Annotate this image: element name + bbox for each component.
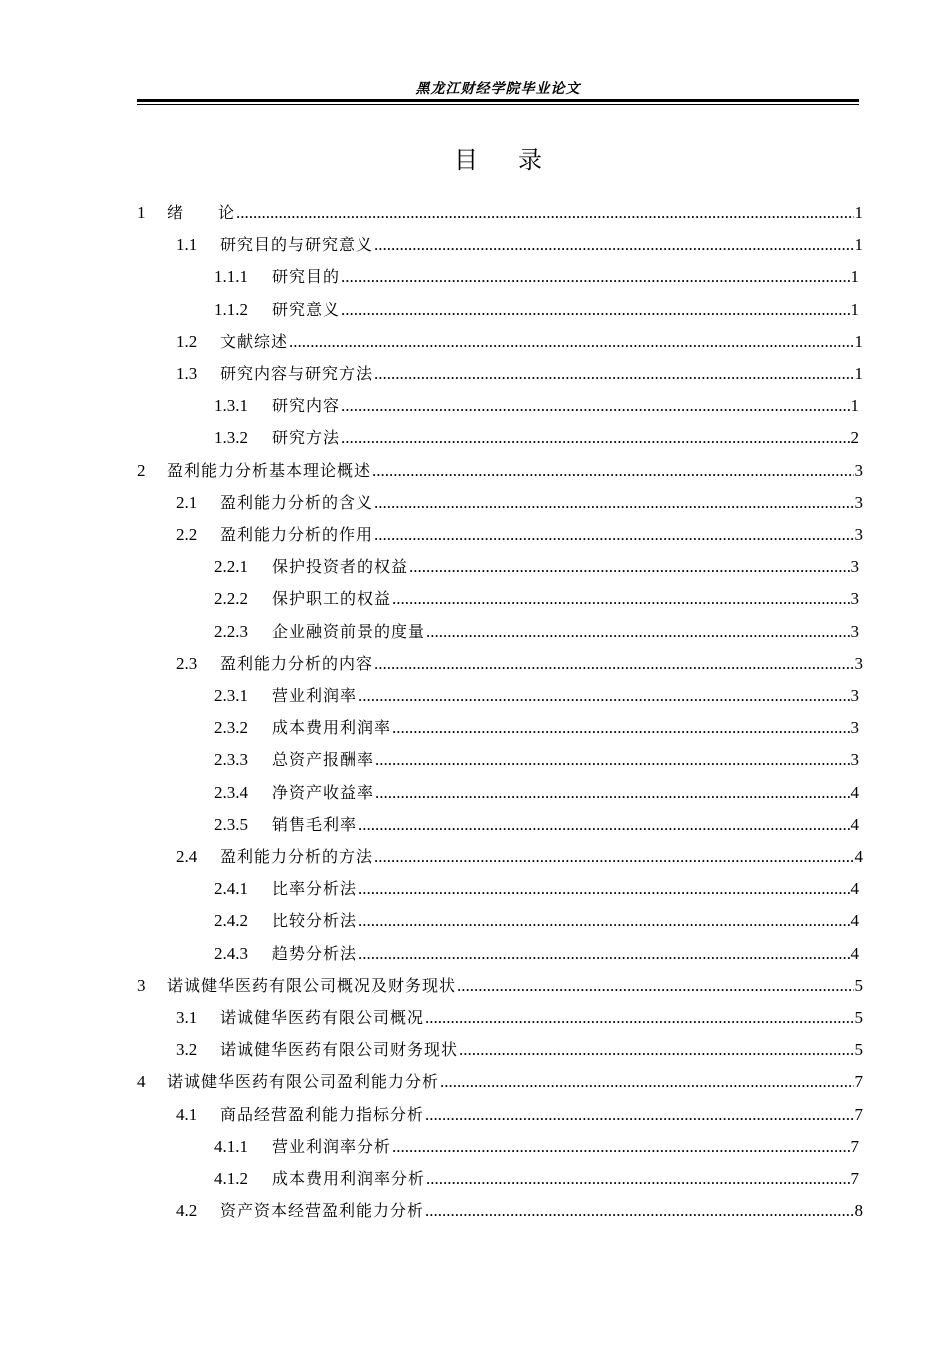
toc-entry-page: 1	[854, 203, 863, 222]
toc-entry-number: 2.4.2	[214, 911, 248, 931]
toc-entry-page: 8	[854, 1201, 863, 1221]
toc-entry-label: 诺诚健华医药有限公司盈利能力分析	[167, 1072, 440, 1092]
toc-entry-label: 趋势分析法	[272, 943, 358, 963]
toc-entry-label: 保护职工的权益	[272, 589, 392, 609]
header-rule-thick	[137, 99, 859, 102]
toc-entry-page: 7	[850, 1136, 859, 1156]
toc-leader-dots	[374, 358, 853, 390]
toc-entry-page: 7	[854, 1104, 863, 1124]
toc-entry-number: 2.3.2	[214, 718, 248, 738]
toc-entry-page: 3	[850, 718, 859, 738]
toc-entry-page: 4	[854, 847, 863, 866]
toc-entry-number: 2.4	[176, 847, 198, 866]
toc-leader-dots	[358, 905, 849, 937]
toc-entry[interactable]	[176, 1099, 863, 1131]
toc-entry-page: 5	[854, 1008, 863, 1027]
toc-entry-label: 文献综述	[220, 331, 289, 351]
toc-leader-dots	[358, 938, 849, 970]
toc-leader-dots	[374, 841, 853, 873]
toc-entry[interactable]	[214, 551, 859, 583]
toc-entry-number: 2.3.4	[214, 782, 248, 802]
toc-entry-number: 3.2	[176, 1040, 198, 1060]
toc-leader-dots	[341, 294, 849, 326]
toc-entry[interactable]	[214, 873, 859, 905]
toc-entry[interactable]	[214, 422, 859, 454]
toc-entry-number: 2.4.3	[214, 943, 248, 963]
toc-entry-page: 7	[850, 1169, 859, 1188]
toc-entry-page: 3	[850, 557, 859, 577]
toc-entry-page: 1	[850, 396, 859, 416]
toc-entry-label: 诺诚健华医药有限公司概况	[220, 1008, 425, 1027]
toc-entry-label: 成本费用利润率分析	[272, 1169, 426, 1188]
toc-entry-page: 1	[854, 331, 863, 351]
toc-entry-number: 2.3.5	[214, 814, 248, 834]
toc-entry-page: 3	[850, 589, 859, 609]
toc-leader-dots	[375, 744, 849, 776]
toc-entry[interactable]	[214, 616, 859, 648]
toc-entry-label: 研究目的	[272, 267, 341, 287]
toc-entry-number: 3.1	[176, 1008, 198, 1027]
toc-leader-dots	[375, 777, 849, 809]
toc-leader-dots	[459, 1034, 853, 1066]
toc-entry-label: 研究内容与研究方法	[220, 364, 374, 383]
toc-leader-dots	[358, 809, 849, 841]
toc-entry[interactable]	[137, 970, 863, 1002]
toc-leader-dots	[392, 583, 849, 615]
toc-entry-label: 企业融资前景的度量	[272, 621, 426, 641]
toc-entry[interactable]	[137, 1066, 863, 1098]
toc-entry-page: 1	[854, 364, 863, 383]
toc-entry-number: 2.3.1	[214, 686, 248, 705]
toc-entry-number: 2.2.3	[214, 621, 248, 641]
toc-entry-number: 1.3	[176, 364, 198, 383]
toc-entry-label: 比较分析法	[272, 911, 358, 931]
toc-entry-page: 4	[850, 782, 859, 802]
toc-leader-dots	[358, 680, 849, 712]
toc-entry-page: 1	[854, 235, 863, 255]
toc-entry-label: 盈利能力分析的内容	[220, 653, 374, 673]
toc-leader-dots	[374, 487, 853, 519]
toc-entry-number: 1.1.2	[214, 299, 248, 319]
toc-entry[interactable]	[176, 1195, 863, 1227]
toc-entry-page: 3	[850, 750, 859, 770]
toc-entry-label: 营业利润率分析	[272, 1136, 392, 1156]
toc-entry[interactable]	[214, 712, 859, 744]
toc-entry-page: 7	[854, 1072, 863, 1092]
toc-entry[interactable]	[176, 648, 863, 680]
toc-leader-dots	[392, 1131, 849, 1163]
toc-entry[interactable]	[176, 1034, 863, 1066]
toc-leader-dots	[374, 229, 853, 261]
toc-leader-dots	[374, 648, 853, 680]
toc-entry-number: 4.2	[176, 1201, 198, 1221]
toc-entry-number: 2.2.2	[214, 589, 248, 609]
toc-leader-dots	[374, 519, 853, 551]
toc-entry-page: 3	[854, 525, 863, 544]
toc-entry-label: 诺诚健华医药有限公司概况及财务现状	[167, 975, 457, 995]
toc-leader-dots	[236, 197, 853, 229]
toc-leader-dots	[289, 326, 853, 358]
toc-entry-page: 4	[850, 814, 859, 834]
toc-leader-dots	[425, 1099, 853, 1131]
toc-entry-label: 成本费用利润率	[272, 718, 392, 738]
toc-entry-number: 1.3.1	[214, 396, 248, 416]
toc-entry[interactable]	[176, 229, 863, 261]
toc-leader-dots	[426, 616, 849, 648]
toc-leader-dots	[372, 455, 853, 487]
toc-leader-dots	[341, 422, 849, 454]
toc-entry-number: 4.1.1	[214, 1136, 248, 1156]
toc-leader-dots	[341, 390, 849, 422]
toc-entry-label: 诺诚健华医药有限公司财务现状	[220, 1040, 459, 1060]
toc-leader-dots	[457, 970, 853, 1002]
toc-entry-number: 4	[137, 1072, 146, 1092]
toc-entry[interactable]	[214, 390, 859, 422]
toc-leader-dots	[409, 551, 849, 583]
toc-leader-dots	[440, 1066, 853, 1098]
toc-entry-label: 比率分析法	[272, 879, 358, 899]
toc-leader-dots	[426, 1163, 849, 1195]
toc-entry[interactable]	[176, 358, 863, 390]
toc-entry-number: 4.1	[176, 1104, 198, 1124]
header-rule-thin	[137, 104, 859, 105]
toc-entry[interactable]	[137, 197, 863, 229]
toc-entry-page: 2	[850, 428, 859, 448]
toc-entry-number: 2.4.1	[214, 879, 248, 899]
toc-entry[interactable]	[176, 841, 863, 873]
toc-entry-number: 1.1	[176, 235, 198, 255]
toc-entry-label: 盈利能力分析的含义	[220, 492, 374, 512]
toc-entry-number: 4.1.2	[214, 1169, 248, 1188]
toc-entry-label: 研究内容	[272, 396, 341, 416]
toc-entry-label: 盈利能力分析的作用	[220, 525, 374, 544]
toc-entry-number: 2.3.3	[214, 750, 248, 770]
toc-entry[interactable]	[214, 294, 859, 326]
toc-entry[interactable]	[176, 1002, 863, 1034]
toc-entry-label: 总资产报酬率	[272, 750, 375, 770]
toc-entry-number: 2.1	[176, 492, 198, 512]
toc-leader-dots	[358, 873, 849, 905]
toc-entry-number: 2	[137, 460, 146, 480]
toc-entry[interactable]	[214, 809, 859, 841]
toc-entry-label: 净资产收益率	[272, 782, 375, 802]
toc-entry-page: 5	[854, 1040, 863, 1060]
toc-title: 目录	[454, 146, 582, 174]
toc-entry-page: 3	[850, 686, 859, 705]
toc-entry[interactable]	[214, 938, 859, 970]
toc-entry-page: 4	[850, 911, 859, 931]
toc-entry-number: 1.2	[176, 331, 198, 351]
toc-leader-dots	[425, 1195, 853, 1227]
toc-entry[interactable]	[214, 261, 859, 293]
toc-entry-page: 3	[854, 653, 863, 673]
toc-entry[interactable]	[176, 519, 863, 551]
toc-entry-number: 2.2	[176, 525, 198, 544]
toc-entry-label: 盈利能力分析的方法	[220, 847, 374, 866]
toc-entry-page: 5	[854, 975, 863, 995]
toc-entry[interactable]	[214, 1131, 859, 1163]
toc-entry-page: 3	[854, 492, 863, 512]
toc-entry-label: 营业利润率	[272, 686, 358, 705]
toc-entry[interactable]	[214, 680, 859, 712]
toc-entry[interactable]	[214, 1163, 859, 1195]
toc-entry-number: 2.2.1	[214, 557, 248, 577]
toc-entry-page: 4	[850, 943, 859, 963]
toc-leader-dots	[425, 1002, 853, 1034]
toc-entry-label: 绪 论	[167, 203, 236, 222]
toc-entry[interactable]	[214, 905, 859, 937]
toc-leader-dots	[392, 712, 849, 744]
toc-entry-page: 1	[850, 299, 859, 319]
toc-entry-label: 保护投资者的权益	[272, 557, 409, 577]
toc-entry-label: 研究目的与研究意义	[220, 235, 374, 255]
toc-entry-number: 1.3.2	[214, 428, 248, 448]
toc-entry-page: 4	[850, 879, 859, 899]
toc-entry[interactable]	[214, 583, 859, 615]
page-header: 黑龙江财经学院毕业论文	[415, 81, 581, 97]
toc-entry-page: 3	[854, 460, 863, 480]
toc-entry-page: 3	[850, 621, 859, 641]
toc-entry-label: 研究意义	[272, 299, 341, 319]
toc-entry[interactable]	[176, 326, 863, 358]
toc-entry-label: 商品经营盈利能力指标分析	[220, 1104, 425, 1124]
toc-entry-number: 1	[137, 203, 146, 222]
toc-entry-label: 研究方法	[272, 428, 341, 448]
toc-leader-dots	[341, 261, 849, 293]
toc-entry-number: 2.3	[176, 653, 198, 673]
toc-entry-label: 资产资本经营盈利能力分析	[220, 1201, 425, 1221]
toc-entry-number: 1.1.1	[214, 267, 248, 287]
toc-entry[interactable]	[214, 777, 859, 809]
toc-entry-page: 1	[850, 267, 859, 287]
toc-entry[interactable]	[137, 455, 863, 487]
toc-entry-label: 销售毛利率	[272, 814, 358, 834]
toc-entry-label: 盈利能力分析基本理论概述	[167, 460, 372, 480]
toc-entry-number: 3	[137, 975, 146, 995]
toc-entry[interactable]	[214, 744, 859, 776]
toc-entry[interactable]	[176, 487, 863, 519]
